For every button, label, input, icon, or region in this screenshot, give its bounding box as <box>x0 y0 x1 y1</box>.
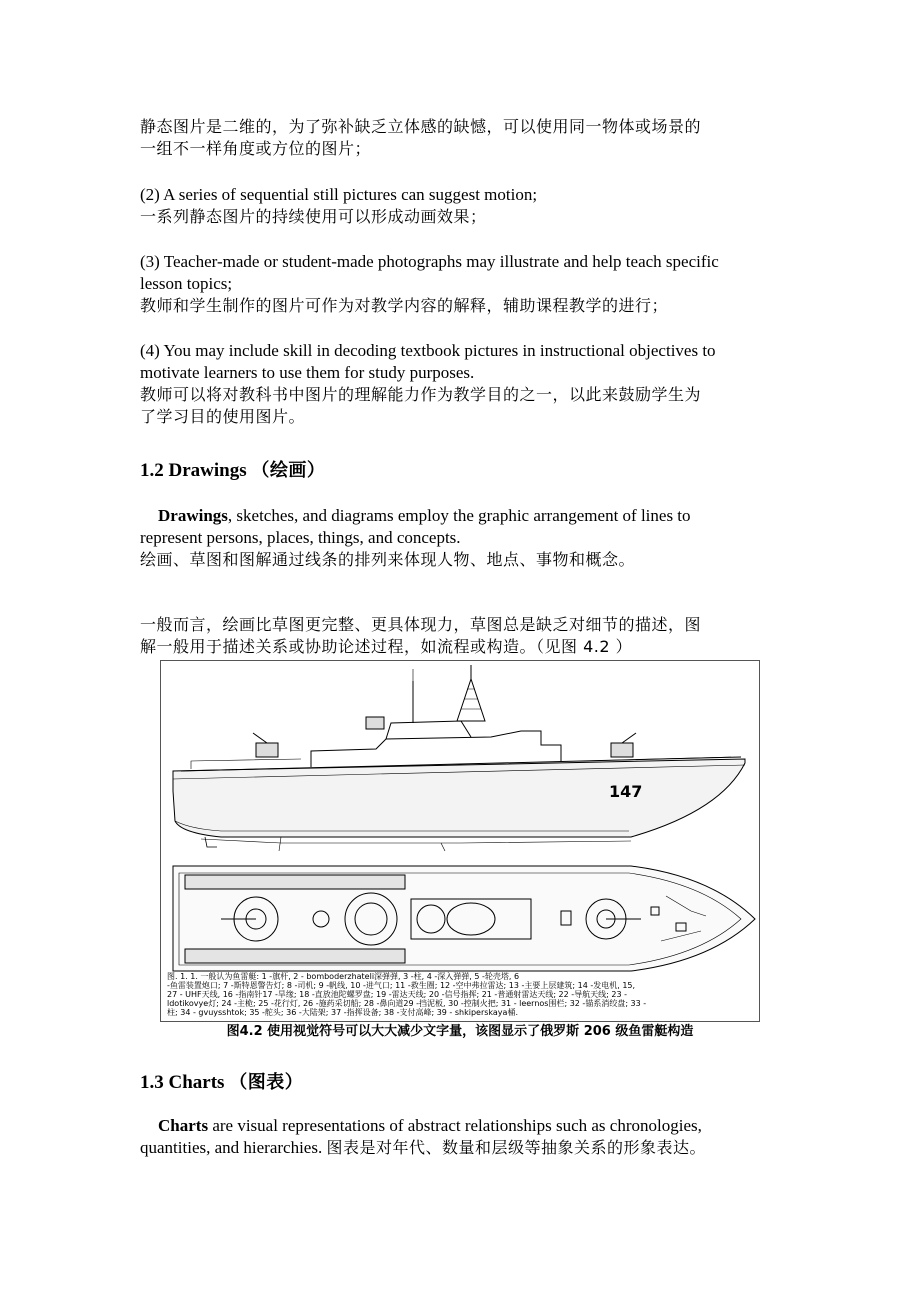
item-4-english-2: motivate learners to use them for study purposes. <box>140 363 475 382</box>
drawings-english-1-rest: , sketches, and diagrams employ the graphic arrangement of lines to <box>227 506 691 525</box>
boat-side-view <box>173 665 745 851</box>
legend-line-5: 柱; 34 - gvuysshtok; 35 -舵头; 36 -大陆架; 37 -指挥设备; 38 -支付高峰; 39 - shkiperskaya桶. <box>167 1008 518 1017</box>
section-heading-drawings <box>140 456 325 482</box>
intro-line-1: 静态图片是二维的，为了弥补缺乏立体感的缺憾，可以使用同一物体或场景的 <box>140 117 702 136</box>
intro-line-2: 一组不一样角度或方位的图片； <box>140 139 372 158</box>
figure-legend <box>167 971 646 1017</box>
drawings-chinese: 绘画、草图和图解通过线条的排列来体现人物、地点、事物和概念。 <box>140 550 636 569</box>
charts-lead-term: Charts <box>158 1116 209 1135</box>
heading-drawings-en: 1.2 Drawings <box>140 460 247 481</box>
charts-english-2-prefix: quantities, and hierarchies. <box>140 1138 327 1157</box>
item-3-paragraph <box>140 251 780 317</box>
item-3-english-1: (3) Teacher-made or student-made photographs may illustrate and help teach specific <box>140 252 719 271</box>
drawings-english-2: represent persons, places, things, and concepts. <box>140 528 461 547</box>
item-2-chinese: 一系列静态图片的持续使用可以形成动画效果； <box>140 207 487 226</box>
item-3-chinese: 教师和学生制作的图片可作为对教学内容的解释，辅助课程教学的进行； <box>140 296 669 315</box>
charts-english-1 <box>140 1115 780 1137</box>
legend-line-1: 图. 1. 1. 一般认为鱼雷艇: 1 -旗杆, 2 - bombоderzhateli深弹弹, 3 -柱, 4 -深入弹弹, 5 -轮壳塔, 6 <box>167 972 520 981</box>
heading-charts-en: 1.3 Charts <box>140 1072 225 1093</box>
section-heading-charts <box>140 1068 303 1094</box>
intro-paragraph <box>140 116 780 160</box>
charts-paragraph <box>140 1115 780 1159</box>
boat-drawing-svg <box>161 661 759 1021</box>
charts-english-2 <box>140 1137 780 1159</box>
item-4-english-1: (4) You may include skill in decoding textbook pictures in instructional objectives to <box>140 341 716 360</box>
legend-line-4: ldotikovye灯; 24 -主桅; 25 -花行灯, 26 -施药采切船; 28 -鼻向道29 -挡泥板, 30 -控制火把; 31 - leernos围栏; 32 -锚系消绞盘; 33 - <box>167 999 647 1008</box>
item-2-english: (2) A series of sequential still pictures can suggest motion; <box>140 185 538 204</box>
charts-english-1-rest: are visual representations of abstract relationships such as chronologies, <box>208 1116 702 1135</box>
hull-number: 147 <box>609 782 643 801</box>
charts-chinese-inline: 图表是对年代、数量和层级等抽象关系的形象表达。 <box>326 1138 706 1157</box>
legend-line-3: 27 - UHF天线, 16 -指南针17 -旱缘; 18 -直放池陀螺罗盘; 19 -雷达天线; 20 -信号指挥; 21 -普通射雷达天线; 22 -导航天线; 23 - <box>167 990 628 999</box>
drawings-paragraph <box>140 505 780 571</box>
item-3-english-2: lesson topics; <box>140 274 233 293</box>
legend-line-2: -鱼雷装置炮口; 7 -斯特恩警告灯; 8 -司机; 9 -帆线, 10 -进气口; 11 -救生圈; 12 -空中弗拉雷达; 13 -主要上层建筑; 14 -发电机, 15, <box>167 981 636 990</box>
drawings-para2-line-2: 解一般用于描述关系或协助论述过程，如流程或构造。（见图 4.2 ） <box>140 637 633 656</box>
drawings-lead-term: Drawings <box>158 506 228 525</box>
item-4-paragraph <box>140 340 780 428</box>
item-4-chinese-1: 教师可以将对教科书中图片的理解能力作为教学目的之一，以此来鼓励学生为 <box>140 385 702 404</box>
boat-top-view <box>173 866 755 971</box>
drawings-para2-line-1: 一般而言，绘画比草图更完整、更具体现力，草图总是缺乏对细节的描述，图 <box>140 615 702 634</box>
item-2-paragraph <box>140 184 780 228</box>
drawings-paragraph-2 <box>140 614 780 658</box>
drawings-english-1 <box>140 505 780 527</box>
figure-caption: 图4.2 使用视觉符号可以大大减少文字量，该图显示了俄罗斯 206 级鱼雷艇构造 <box>226 1024 694 1039</box>
heading-charts-zh: （图表） <box>229 1072 304 1093</box>
heading-drawings-zh: （绘画） <box>251 460 326 481</box>
boat-drawing-figure <box>160 660 760 1022</box>
item-4-chinese-2: 了学习目的使用图片。 <box>140 407 306 426</box>
